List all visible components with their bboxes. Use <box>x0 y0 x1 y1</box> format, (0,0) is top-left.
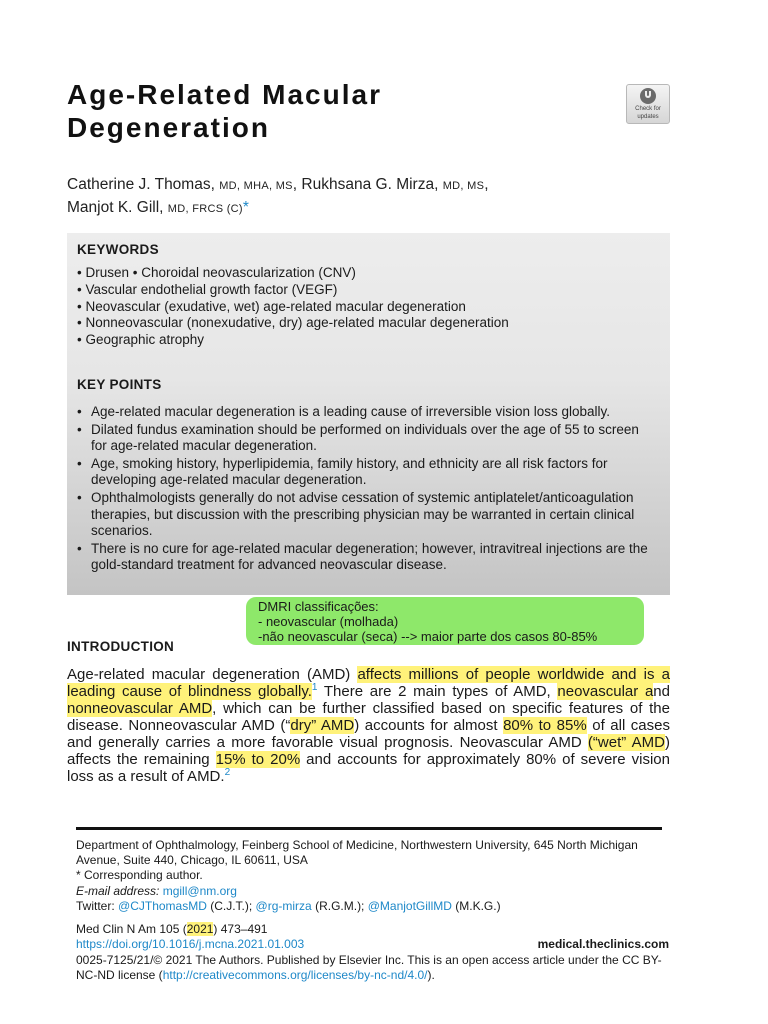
handwritten-annotation-note <box>246 597 644 645</box>
email-line <box>76 884 662 899</box>
keyword-line: • Neovascular (exudative, wet) age-related macular degeneration <box>77 299 509 316</box>
introduction-paragraph <box>67 666 670 785</box>
affiliation: Department of Ophthalmology, Feinberg School of Medicine, Northwestern University, 645 North Michigan Avenue, Suite 440, Chicago, IL 60611, USA <box>76 838 638 868</box>
highlight: 2021 <box>186 922 214 936</box>
doi-link[interactable]: https://doi.org/10.1016/j.mcna.2021.01.003 <box>76 937 305 952</box>
note-line-1: DMRI classificações: <box>258 599 379 614</box>
reference-link[interactable]: 2 <box>224 767 231 778</box>
check-for-updates-badge[interactable] <box>626 84 670 124</box>
footnote-divider <box>76 827 662 830</box>
keywords-keypoints-panel <box>67 233 670 595</box>
author-separator: , <box>292 176 298 193</box>
title-line-2: Degeneration <box>67 112 270 143</box>
intro-text: There are 2 main types of AMD, <box>317 683 558 700</box>
journal-reference <box>76 922 669 937</box>
copyright-text: 0025-7125/21/© 2021 The Authors. Published by Elsevier Inc. This is an open access article under the CC BY-NC-ND license ( <box>76 952 662 983</box>
key-point: • Dilated fundus examination should be performed on individuals over the age of 55 to screen for age-related macular degeneration. <box>77 422 649 455</box>
highlight: nonneovascular AMD <box>67 700 213 717</box>
key-point: • Ophthalmologists generally do not advise cessation of systemic antiplatelet/anticoagulation therapies, but discussion with the prescribing physician may be warranted in certain clinical scenarios. <box>77 490 649 540</box>
journal-text: Med Clin N Am 105 ( <box>76 922 187 936</box>
crossmark-icon <box>640 88 656 104</box>
note-line-2: - neovascular (molhada) <box>258 614 399 630</box>
highlight: 15% to 20% <box>215 751 301 768</box>
twitter-label: Twitter: <box>76 898 115 913</box>
keywords-list <box>77 265 509 349</box>
key-points-heading: KEY POINTS <box>77 377 162 392</box>
twitter-link[interactable]: @rg-mirza <box>255 898 312 913</box>
twitter-link[interactable]: @CJThomasMD <box>118 898 207 913</box>
author-list <box>67 174 687 220</box>
author-degrees: MD, MHA, MS <box>219 180 293 192</box>
highlight: 80% to 85% <box>503 717 587 734</box>
intro-text: and accounts for approximately 80% of severe vision loss as a result of AMD. <box>67 751 670 785</box>
author-separator: , <box>484 176 489 193</box>
intro-text: , which can be further classified based on specific features of the disease. Nonneovascular AMD (“ <box>67 700 670 734</box>
highlight: dry” AMD <box>290 717 355 734</box>
key-point: • Age-related macular degeneration is a leading cause of irreversible vision loss globally. <box>77 404 649 421</box>
site-name: medical.theclinics.com <box>537 937 669 952</box>
author-degrees: MD, FRCS (C) <box>167 203 243 215</box>
highlight: affects millions of people worldwide and is a leading cause of blindness globally. <box>67 666 670 700</box>
intro-text: nd <box>653 683 670 700</box>
email-label: E-mail address: <box>76 883 160 898</box>
intro-text: Age-related macular degeneration (AMD) <box>67 666 358 683</box>
keyword-line: • Geographic atrophy <box>77 332 509 349</box>
corresponding-author-mark[interactable]: * <box>242 199 249 216</box>
reference-link[interactable]: 1 <box>311 682 318 693</box>
key-point: • There is no cure for age-related macular degeneration; however, intravitreal injections are the gold-standard treatment for advanced neovascular disease. <box>77 541 649 574</box>
key-points-list <box>77 404 649 575</box>
badge-line-1: Check for <box>635 106 661 112</box>
twitter-link[interactable]: @ManjotGillMD <box>367 898 452 913</box>
note-line-3: -não neovascular (seca) --> maior parte dos casos 80-85% <box>258 629 598 645</box>
introduction-heading: INTRODUCTION <box>67 639 175 654</box>
badge-line-2: updates <box>637 114 659 120</box>
author-name: Catherine J. Thomas, <box>67 176 215 193</box>
corresponding-author-note: * Corresponding author. <box>76 868 203 883</box>
keyword-line: • Drusen • Choroidal neovascularization (CNV) <box>77 265 509 282</box>
footnote-block <box>76 838 662 914</box>
author-name: Rukhsana G. Mirza, <box>301 176 439 193</box>
email-link[interactable]: mgill@nm.org <box>162 883 237 898</box>
twitter-line <box>76 899 662 914</box>
highlight: (“wet” AMD <box>587 734 665 751</box>
twitter-initials: (R.G.M.); <box>311 898 368 913</box>
intro-text: ) affects the remaining <box>67 734 670 768</box>
highlight: neovascular a <box>557 683 654 700</box>
copyright-text: ). <box>427 968 435 983</box>
citation-block <box>76 922 669 984</box>
keywords-heading: KEYWORDS <box>77 242 159 257</box>
doi-row <box>76 937 669 952</box>
intro-text: ) accounts for almost <box>354 717 504 734</box>
key-point: • Age, smoking history, hyperlipidemia, family history, and ethnicity are all risk factors for developing age-related macular degeneration. <box>77 456 649 489</box>
article-title <box>67 78 587 144</box>
twitter-initials: (C.J.T.); <box>206 898 256 913</box>
journal-text: ) 473–491 <box>213 922 268 936</box>
author-name: Manjot K. Gill, <box>67 199 164 216</box>
license-link[interactable]: http://creativecommons.org/licenses/by-nc-nd/4.0/ <box>162 968 428 983</box>
author-degrees: MD, MS <box>442 180 485 192</box>
keyword-line: • Nonneovascular (nonexudative, dry) age-related macular degeneration <box>77 315 509 332</box>
keyword-line: • Vascular endothelial growth factor (VEGF) <box>77 282 509 299</box>
twitter-initials: (M.K.G.) <box>451 898 501 913</box>
intro-text: of all cases and generally carries a more favorable visual prognosis. Neovascular AMD <box>67 717 670 751</box>
title-line-1: Age-Related Macular <box>67 79 382 110</box>
copyright-notice <box>76 953 669 984</box>
